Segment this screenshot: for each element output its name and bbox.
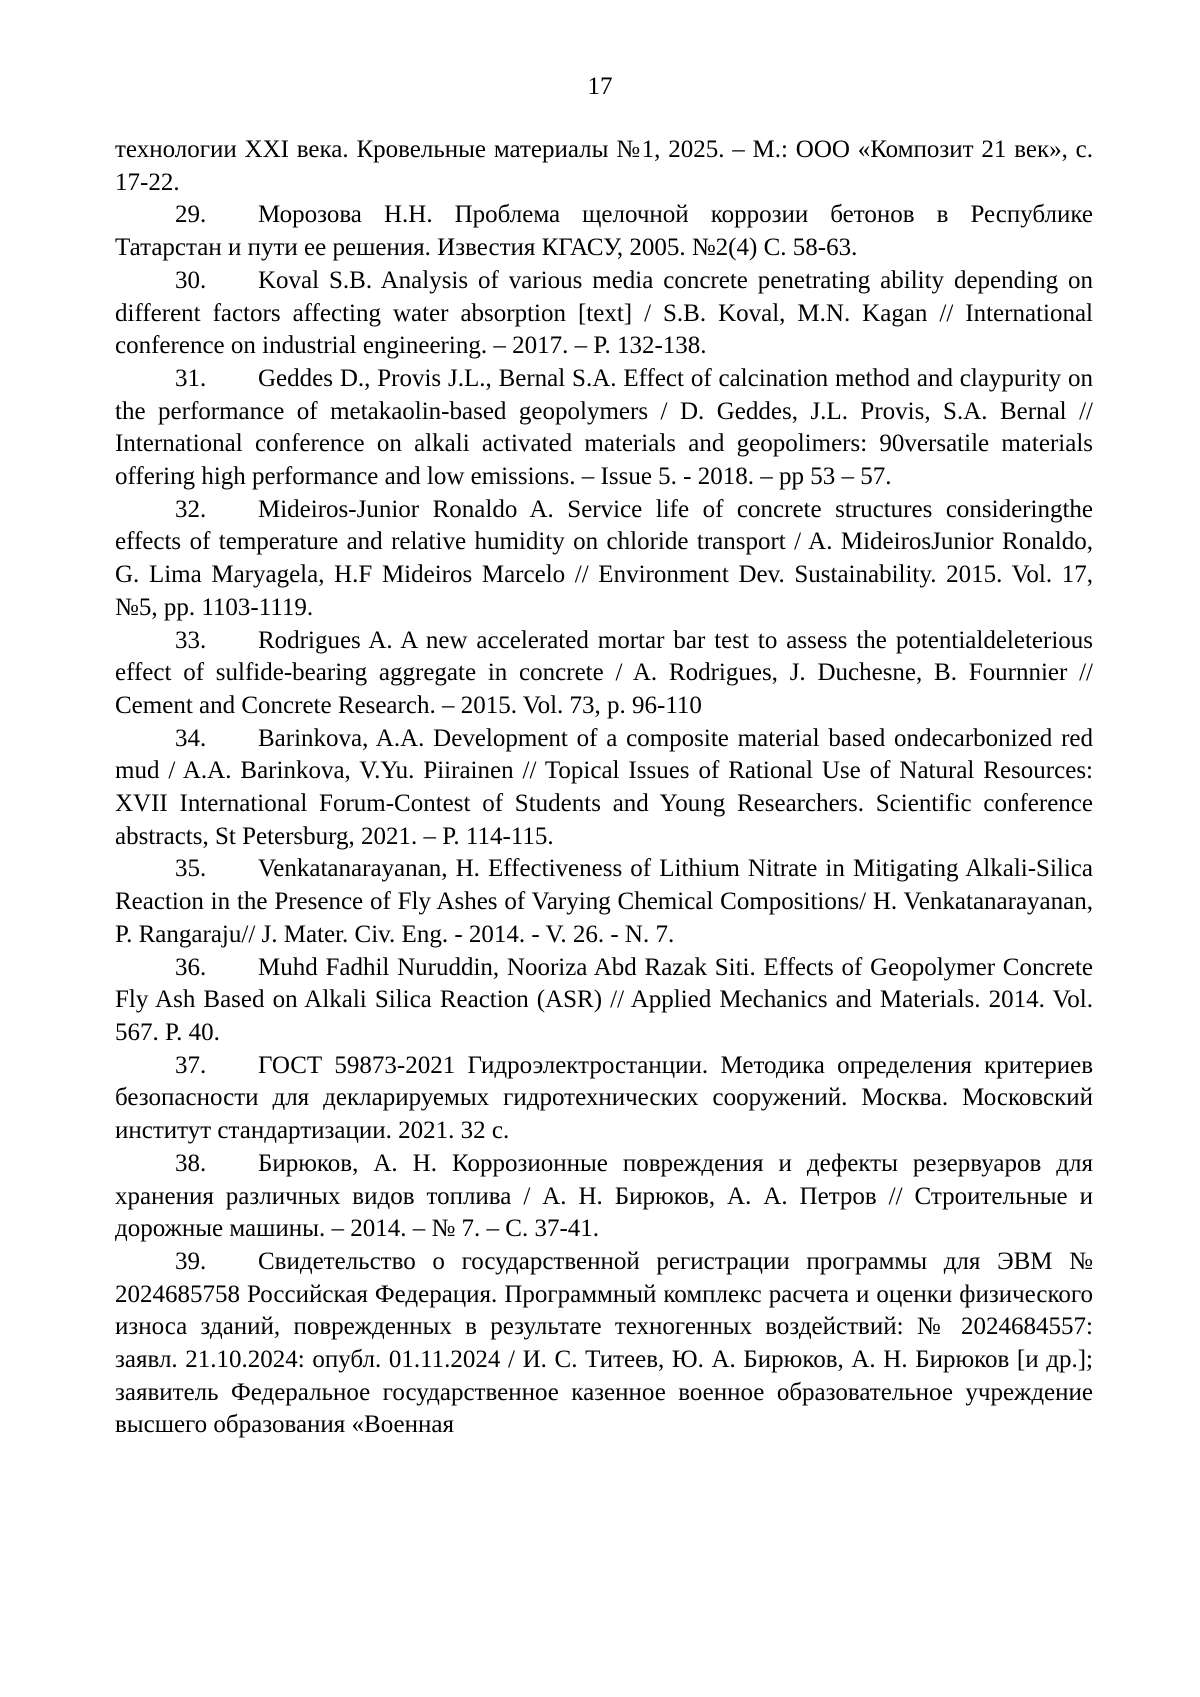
reference-number: 31. [175,364,207,392]
reference-item-34 [115,723,1093,854]
reference-list [115,134,1093,1442]
reference-number: 30. [175,266,207,294]
reference-text: ГОСТ 59873-2021 Гидроэлектростанции. Методика определения критериев безопасности для декларируемых гидротехнических сооружений. Москва. Московский институт стандартизации. 2021. 32 с. [115,1051,1093,1145]
reference-item-32 [115,494,1093,625]
reference-number: 38. [175,1149,207,1177]
reference-item-31 [115,363,1093,494]
reference-item-39 [115,1246,1093,1442]
reference-number: 36. [175,953,207,981]
reference-item-37 [115,1050,1093,1148]
reference-text: Mideiros-Junior Ronaldo A. Service life of concrete structures consideringthe effects of temperature and relative humidity on chloride transport / A. MideirosJunior Ronaldo, G. Lima Maryagela, H.F Mideiros Marcelo // Environment Dev. Sustainability. 2015. Vol. 17, №5, pp. 1103-1119. [115,495,1093,621]
reference-text: Koval S.B. Analysis of various media concrete penetrating ability depending on different factors affecting water absorption [text] / S.B. Koval, M.N. Kagan // International conference on industrial engineering. – 2017. – P. 132-138. [115,266,1093,360]
reference-number: 34. [175,724,207,752]
reference-item-38 [115,1148,1093,1246]
reference-item-36 [115,952,1093,1050]
reference-number: 33. [175,626,207,654]
reference-text: Barinkova, A.A. Development of a composite material based ondecarbonized red mud / A.A. Barinkova, V.Yu. Piirainen // Topical Issues of Rational Use of Natural Resources: XVII International Forum-Contest of Students and Young Researchers. Scientific conference abstracts, St Petersburg, 2021. – P. 114-115. [115,724,1093,850]
reference-item-35 [115,853,1093,951]
reference-item-29 [115,199,1093,264]
reference-text: Rodrigues A. A new accelerated mortar bar test to assess the potentialdeleterious effect of sulfide-bearing aggregate in concrete / A. Rodrigues, J. Duchesne, B. Fournnier // Cement and Concrete Research. – 2015. Vol. 73, p. 96-110 [115,626,1093,719]
reference-number: 29. [175,201,207,229]
reference-number: 32. [175,495,207,523]
reference-text: Бирюков, А. Н. Коррозионные повреждения и дефекты резервуаров для хранения различных видов топлива / А. Н. Бирюков, А. А. Петров // Строительные и дорожные машины. – 2014. – № 7. – С. 37-41. [115,1149,1093,1243]
reference-text: Venkatanarayanan, H. Effectiveness of Lithium Nitrate in Mitigating Alkali-Silica Reaction in the Presence of Fly Ashes of Varying Chemical Compositions/ H. Venkatanarayanan, P. Rangaraju// J. Mater. Civ. Eng. - 2014. - V. 26. - N. 7. [115,855,1093,948]
reference-text: Muhd Fadhil Nuruddin, Nooriza Abd Razak Siti. Effects of Geopolymer Concrete Fly Ash Based on Alkali Silica Reaction (ASR) // Applied Mechanics and Materials. 2014. Vol. 567. P. 40. [115,953,1093,1046]
reference-number: 35. [175,855,207,883]
reference-continuation: технологии XXI века. Кровельные материалы №1, 2025. – М.: ООО «Композит 21 век», с. 17-22. [115,136,1093,196]
reference-text: Морозова Н.Н. Проблема щелочной коррозии бетонов в Республике Татарстан и пути ее решения. Известия КГАСУ, 2005. №2(4) С. 58-63. [115,201,1093,262]
reference-text: Geddes D., Provis J.L., Bernal S.A. Effect of calcination method and claypurity on the performance of metakaolin-based geopolymers / D. Geddes, J.L. Provis, S.A. Bernal // International conference on alkali activated materials and geopolimers: 90versatile materials offering high performance and low emissions. – Issue 5. - 2018. – pp 53 – 57. [115,364,1093,491]
reference-number: 39. [175,1247,207,1275]
reference-item-33 [115,625,1093,723]
page-number: 17 [587,73,613,100]
reference-text: Свидетельство о государственной регистрации программы для ЭВМ № 2024685758 Российская Федерация. Программный комплекс расчета и оценки физического износа зданий, поврежденных в результате техногенных воздействий: № 2024684557: заявл. 21.10.2024: опубл. 01.11.2024 / И. С. Титеев, Ю. А. Бирюков, А. Н. Бирюков [и др.]; заявитель Федеральное государственное казенное военное образовательное учреждение высшего образования «Военная [115,1247,1093,1439]
reference-number: 37. [175,1051,207,1079]
reference-item-30 [115,265,1093,363]
